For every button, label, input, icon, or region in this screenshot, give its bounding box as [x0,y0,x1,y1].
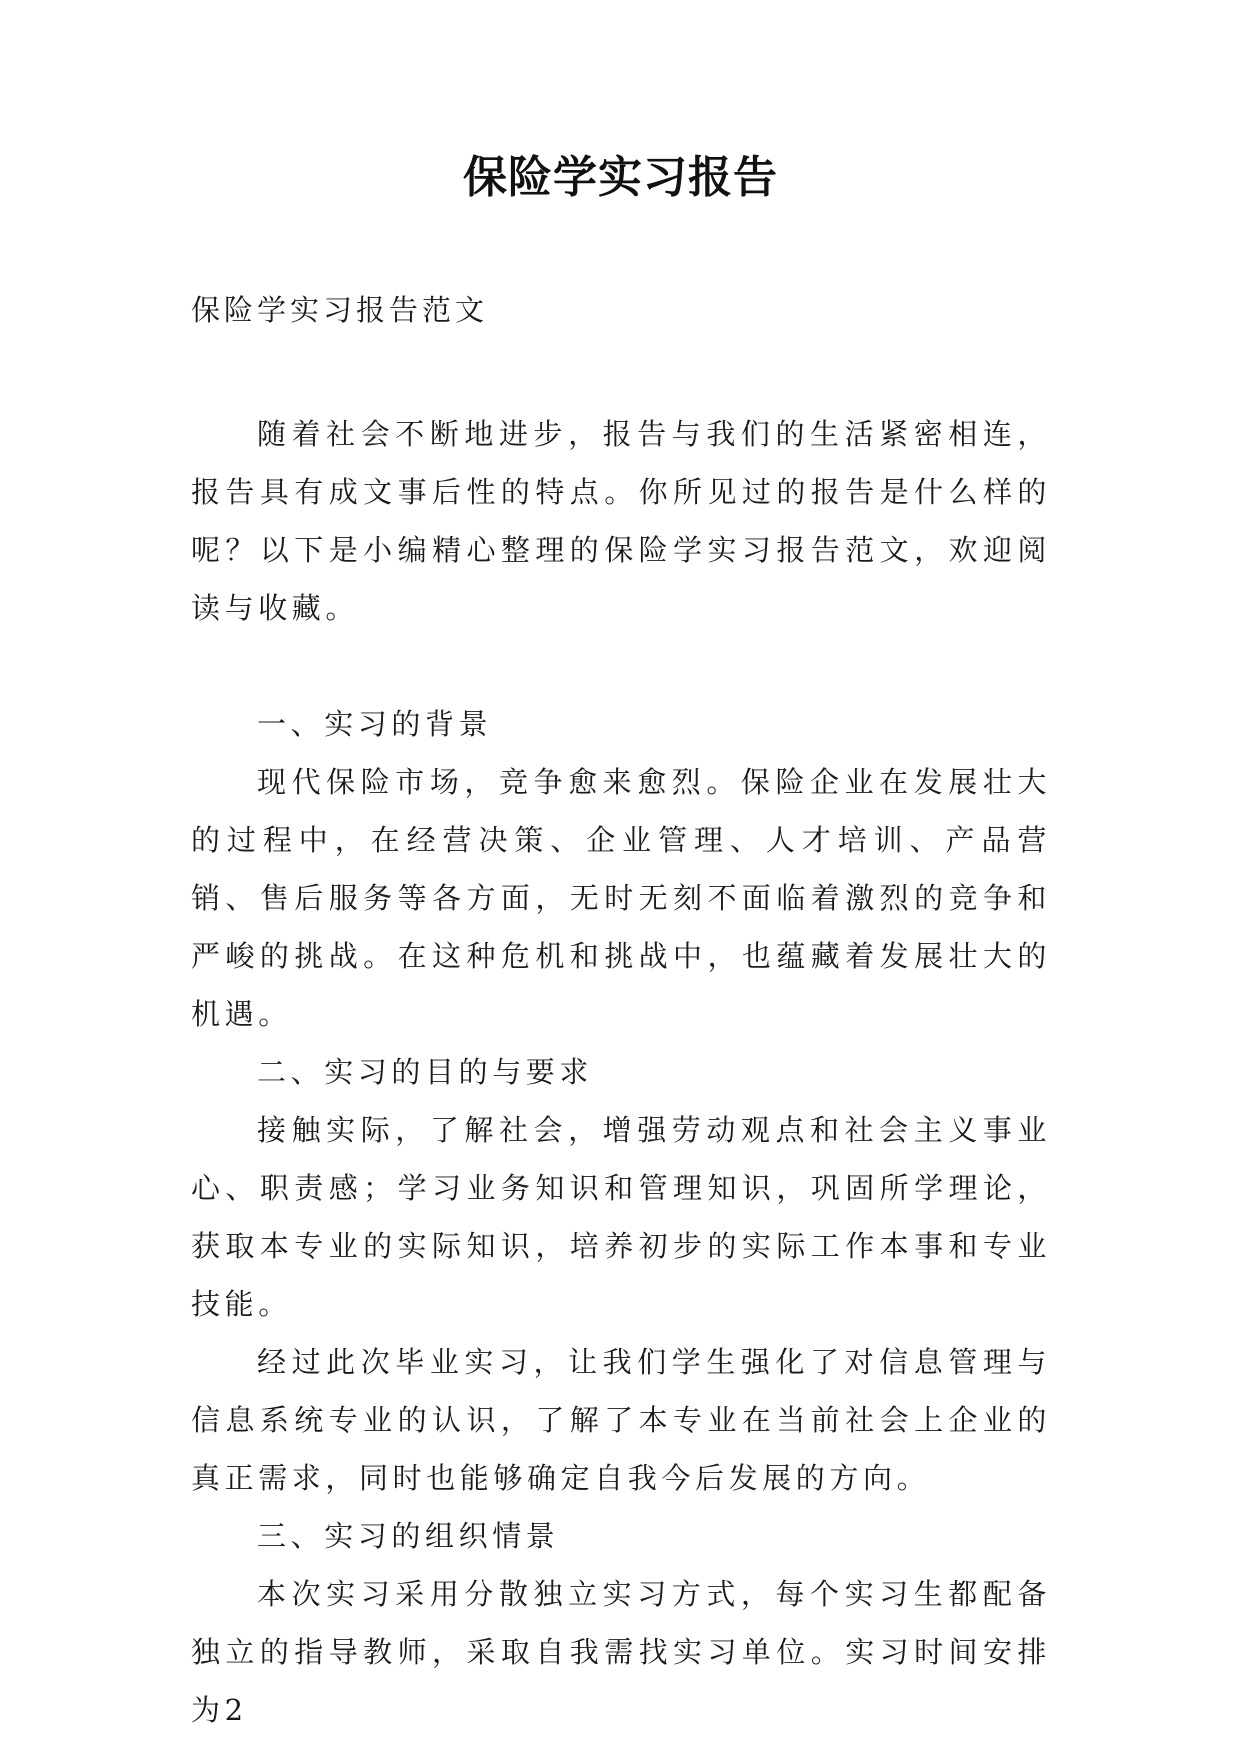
intro-paragraph: 随着社会不断地进步，报告与我们的生活紧密相连，报告具有成文事后性的特点。你所见过的报告是什么样的呢？以下是小编精心整理的保险学实习报告范文，欢迎阅读与收藏。 [191,417,1051,625]
paragraph-gap [191,637,1051,695]
purpose-paragraph-1: 接触实际，了解社会，增强劳动观点和社会主义事业心、职责感；学习业务知识和管理知识，巩固所学理论，获取本专业的实际知识，培养初步的实际工作本事和专业技能。 [191,1113,1051,1321]
section-heading-purpose: 二、实习的目的与要求 [257,1055,594,1089]
document-title: 保险学实习报告 [463,152,778,203]
document-subtitle: 保险学实习报告范文 [191,293,489,327]
section-heading-background: 一、实习的背景 [257,707,493,741]
section-heading-organization: 三、实习的组织情景 [257,1519,560,1553]
background-paragraph: 现代保险市场，竞争愈来愈烈。保险企业在发展壮大的过程中，在经营决策、企业管理、人才培训、产品营销、售后服务等各方面，无时无刻不面临着激烈的竞争和严峻的挑战。在这种危机和挑战中，也蕴藏着发展壮大的机遇。 [191,765,1051,1031]
document-body [191,405,1051,1739]
purpose-paragraph-2: 经过此次毕业实习，让我们学生强化了对信息管理与信息系统专业的认识，了解了本专业在当前社会上企业的真正需求，同时也能够确定自我今后发展的方向。 [191,1345,1051,1495]
organization-paragraph: 本次实习采用分散独立实习方式，每个实习生都配备独立的指导教师，采取自我需找实习单位。实习时间安排为2 [191,1577,1051,1727]
